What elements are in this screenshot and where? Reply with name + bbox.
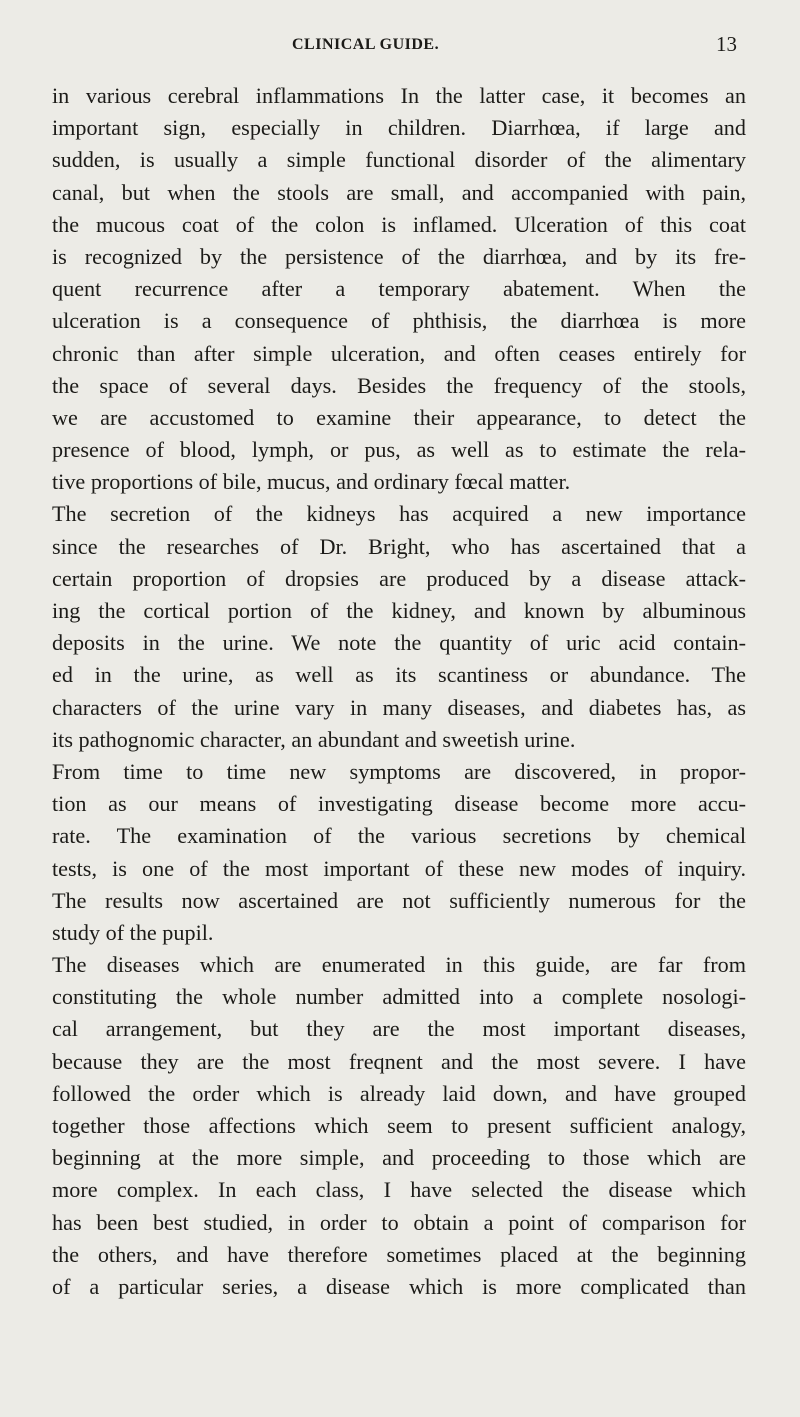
text-line: more complex. In each class, I have selected the disease which (52, 1177, 746, 1203)
running-head-title: CLINICAL GUIDE. (292, 36, 440, 53)
text-line: The secretion of the kidneys has acquired a new importance (52, 501, 746, 527)
text-line: together those affections which seem to present sufficient analogy, (52, 1113, 746, 1138)
text-line: its pathognomic character, an abundant and sweetish urine. (52, 726, 576, 752)
body-text (52, 80, 746, 1303)
text-line: tion as our means of investigating disease become more accu- (52, 791, 746, 817)
text-line: tests, is one of the most important of these new modes of inquiry. (52, 855, 746, 881)
text-line: tive proportions of bile, mucus, and ordinary fœcal matter. (52, 469, 571, 495)
text-line: characters of the urine vary in many diseases, and diabetes has, as (52, 694, 746, 720)
text-line: chronic than after simple ulceration, and often ceases entirely for (52, 340, 746, 366)
text-line: the others, and have therefore sometimes placed at the beginning (52, 1241, 746, 1267)
text-line: since the researches of Dr. Bright, who has ascertained that a (52, 533, 746, 559)
text-line: constituting the whole number admitted into a complete nosologi- (52, 984, 746, 1010)
text-line: we are accustomed to examine their appearance, to detect the (52, 404, 746, 430)
text-line: The diseases which are enumerated in this guide, are far from (52, 952, 746, 978)
text-line: The results now ascertained are not sufficiently numerous for the (52, 887, 746, 913)
text-line: ulceration is a consequence of phthisis, the diarrhœa is more (52, 308, 746, 334)
text-line: beginning at the more simple, and proceeding to those which are (52, 1145, 746, 1171)
text-line: cal arrangement, but they are the most important diseases, (52, 1016, 746, 1042)
text-line: ing the cortical portion of the kidney, and known by albuminous (52, 598, 746, 623)
text-line: sudden, is usually a simple functional disorder of the alimentary (52, 147, 746, 173)
text-line: rate. The examination of the various secretions by chemical (52, 823, 746, 849)
text-line: study of the pupil. (52, 919, 214, 945)
text-line: of a particular series, a disease which is more complicated than (52, 1273, 746, 1299)
text-line: deposits in the urine. We note the quantity of uric acid contain- (52, 630, 746, 656)
text-line: From time to time new symptoms are discovered, in propor- (52, 758, 746, 784)
text-line: has been best studied, in order to obtain a point of comparison for (52, 1209, 746, 1235)
text-line: quent recurrence after a temporary abatement. When the (52, 276, 746, 302)
text-line: the mucous coat of the colon is inflamed. Ulceration of this coat (52, 211, 746, 237)
text-line: the space of several days. Besides the frequency of the stools, (52, 372, 746, 398)
text-line: important sign, especially in children. Diarrhœa, if large and (52, 115, 746, 141)
text-line: presence of blood, lymph, or pus, as well as to estimate the rela- (52, 437, 746, 463)
text-line: certain proportion of dropsies are produced by a disease attack- (52, 565, 746, 591)
text-line: is recognized by the persistence of the diarrhœa, and by its fre- (52, 243, 746, 269)
text-line: in various cerebral inflammations In the latter case, it becomes an (52, 83, 746, 108)
text-line: because they are the most freqnent and the most severe. I have (52, 1048, 746, 1074)
text-line: followed the order which is already laid down, and have grouped (52, 1080, 746, 1106)
text-line: ed in the urine, as well as its scantiness or abundance. The (52, 662, 746, 688)
page-number: 13 (716, 32, 737, 56)
text-line: canal, but when the stools are small, and accompanied with pain, (52, 179, 746, 205)
